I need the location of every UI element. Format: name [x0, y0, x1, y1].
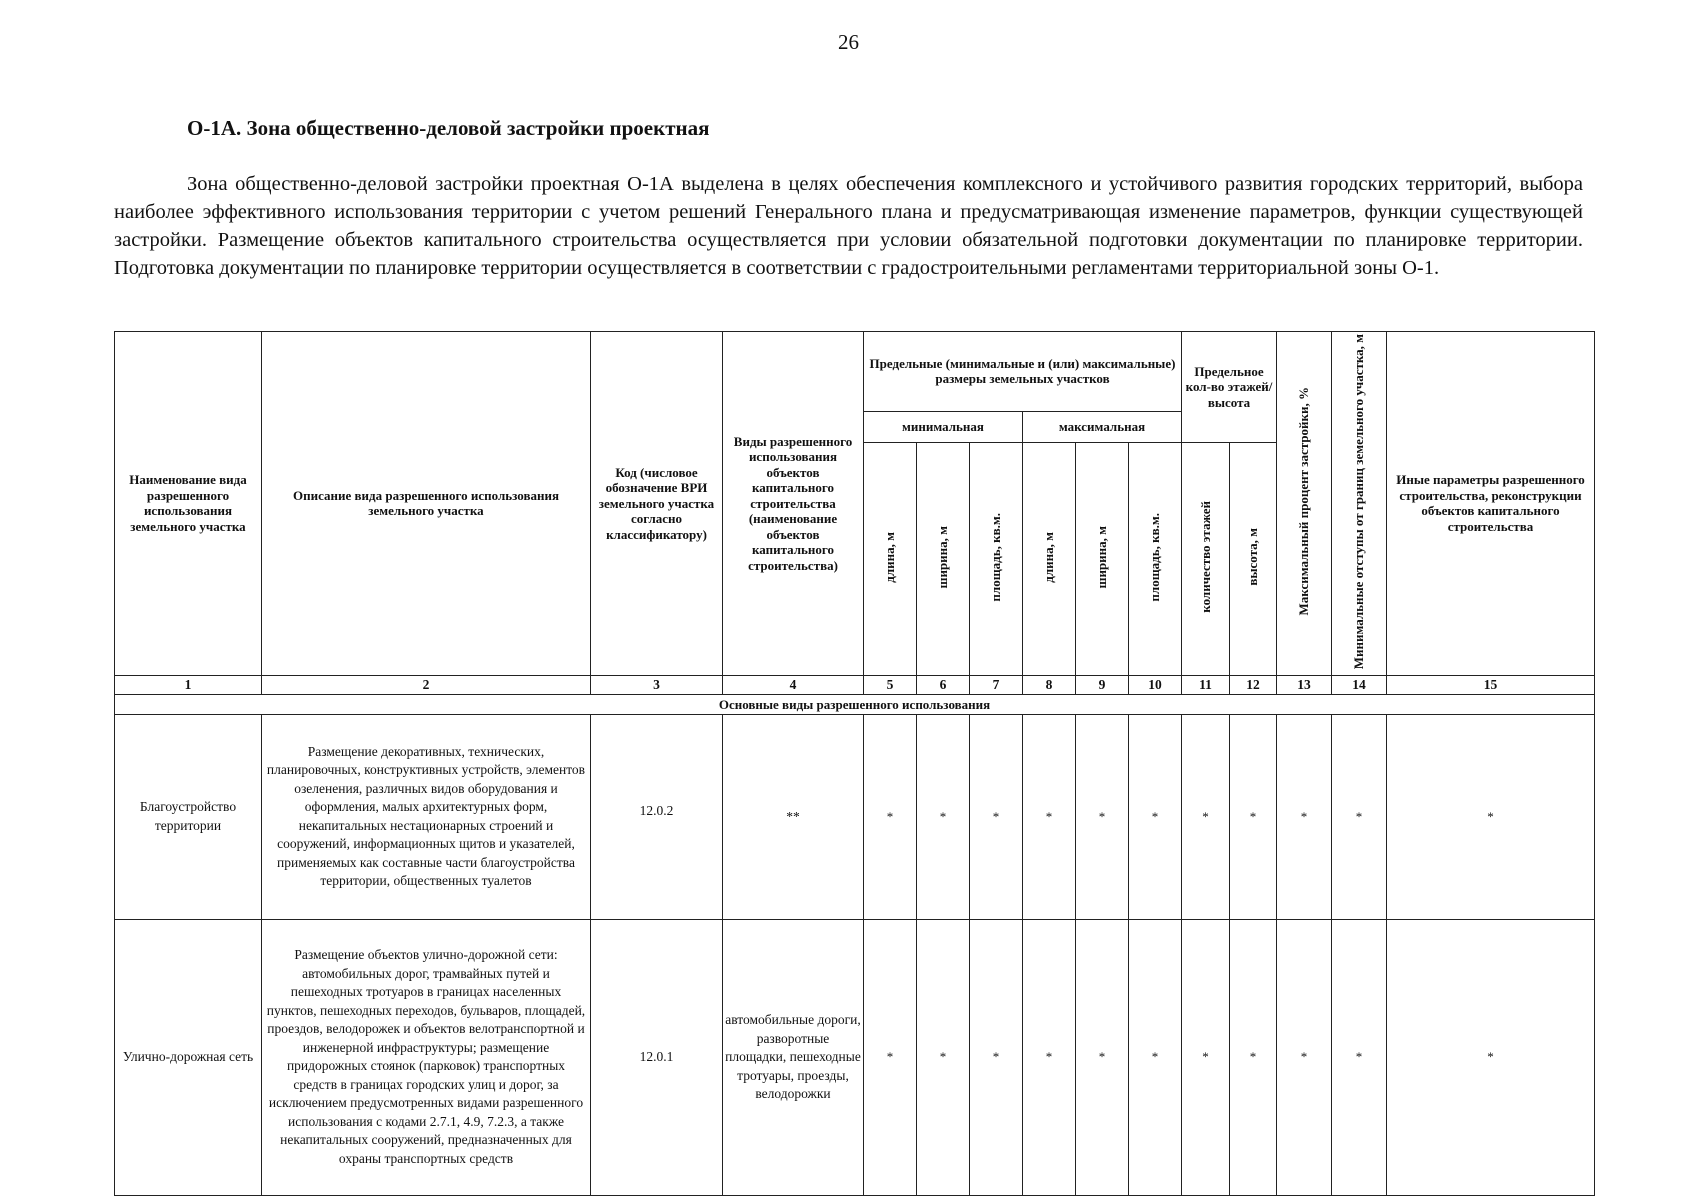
column-number: 7: [970, 675, 1023, 694]
header-min-width: ширина, м: [917, 443, 970, 676]
row-value: *: [1277, 714, 1332, 919]
header-max-length: длина, м: [1023, 443, 1076, 676]
header-max-width: ширина, м: [1076, 443, 1129, 676]
row-value: *: [1277, 919, 1332, 1195]
row-value: *: [917, 919, 970, 1195]
header-description: Описание вида разрешенного использования земельного участка: [262, 332, 591, 676]
row-value: *: [1182, 919, 1230, 1195]
row-value: *: [1023, 919, 1076, 1195]
row-vri-name: Благоустройство территории: [115, 714, 262, 919]
row-value: *: [1023, 714, 1076, 919]
column-number: 2: [262, 675, 591, 694]
row-oks-types: автомобильные дороги, разворотные площадки, пешеходные тротуары, проезды, велодорожки: [723, 919, 864, 1195]
column-number: 4: [723, 675, 864, 694]
row-value: *: [1387, 714, 1595, 919]
row-value: *: [970, 919, 1023, 1195]
header-max-area: площадь, кв.м.: [1129, 443, 1182, 676]
row-value: *: [1076, 919, 1129, 1195]
row-value: *: [1129, 919, 1182, 1195]
section-title: О-1А. Зона общественно-деловой застройки проектная: [187, 116, 710, 140]
header-min-area: площадь, кв.м.: [970, 443, 1023, 676]
row-value: *: [1332, 714, 1387, 919]
row-oks-types: **: [723, 714, 864, 919]
header-max-build-percent: Максимальный процент застройки, %: [1277, 332, 1332, 676]
header-maximum: максимальная: [1023, 411, 1182, 443]
row-value: *: [1182, 714, 1230, 919]
regulations-table: [114, 331, 1595, 1196]
column-number: 6: [917, 675, 970, 694]
header-oks-types: Виды разрешенного использования объектов капитального строительства (наименование объектов капитального строительства): [723, 332, 864, 676]
row-value: *: [1129, 714, 1182, 919]
row-code: 12.0.2: [591, 714, 723, 919]
column-number: 10: [1129, 675, 1182, 694]
header-min-setbacks: Минимальные отступы от границ земельного участка, м: [1332, 332, 1387, 676]
column-number: 1: [115, 675, 262, 694]
column-number: 11: [1182, 675, 1230, 694]
header-floors-count: количество этажей: [1182, 443, 1230, 676]
row-value: *: [864, 919, 917, 1195]
table-row: [115, 714, 1595, 919]
header-height: высота, м: [1230, 443, 1277, 676]
column-number: 8: [1023, 675, 1076, 694]
row-value: *: [1387, 919, 1595, 1195]
table-row: [115, 919, 1595, 1195]
row-value: *: [1230, 714, 1277, 919]
row-value: *: [864, 714, 917, 919]
header-code: Код (числовое обозначение ВРИ земельного участка согласно классификатору): [591, 332, 723, 676]
column-number: 3: [591, 675, 723, 694]
column-number: 13: [1277, 675, 1332, 694]
header-floors-height: Предельное кол-во этажей/ высота: [1182, 332, 1277, 443]
row-description: Размещение декоративных, технических, планировочных, конструктивных устройств, элементов озеленения, различных видов оборудования и оформления, малых архитектурных форм, некапитальных нестационарных строений и сооружений, информационных щитов и указателей, применяемых как составные части благоустройства территории, общественных туалетов: [262, 714, 591, 919]
row-description: Размещение объектов улично-дорожной сети: автомобильных дорог, трамвайных путей и пешеходных тротуаров в границах населенных пунктов, пешеходных переходов, бульваров, площадей, проездов, велодорожек и объектов велотранспортной и инженерной инфраструктуры; размещение придорожных стоянок (парковок) транспортных средств в границах городских улиц и дорог, за исключением предусмотренных видами разрешенного использования с кодами 2.7.1, 4.9, 7.2.3, а также некапитальных сооружений, предназначенных для охраны транспортных средств: [262, 919, 591, 1195]
page-number: 26: [838, 30, 859, 54]
row-value: *: [1332, 919, 1387, 1195]
column-number: 9: [1076, 675, 1129, 694]
row-vri-name: Улично-дорожная сеть: [115, 919, 262, 1195]
row-value: *: [970, 714, 1023, 919]
header-min-length: длина, м: [864, 443, 917, 676]
section-heading: Основные виды разрешенного использования: [115, 694, 1595, 714]
column-numbers-row: [115, 675, 1595, 694]
column-number: 15: [1387, 675, 1595, 694]
header-minimum: минимальная: [864, 411, 1023, 443]
intro-paragraph: Зона общественно-деловой застройки проектная О-1А выделена в целях обеспечения комплексного и устойчивого развития городских территорий, выбора наиболее эффективного использования территории с учетом решений Генерального плана и предусматривающая изменение параметров, функции существующей застройки. Размещение объектов капитального строительства осуществляется при условии обязательной подготовки документации по планировке территории. Подготовка документации по планировке территории осуществляется в соответствии с градостроительными регламентами территориальной зоны О-1.: [114, 173, 1583, 279]
column-number: 14: [1332, 675, 1387, 694]
row-value: *: [1230, 919, 1277, 1195]
row-value: *: [917, 714, 970, 919]
header-plot-size-limits: Предельные (минимальные и (или) максимальные) размеры земельных участков: [864, 332, 1182, 412]
row-value: *: [1076, 714, 1129, 919]
row-code: 12.0.1: [591, 919, 723, 1195]
header-vri-name: Наименование вида разрешенного использования земельного участка: [115, 332, 262, 676]
header-other-params: Иные параметры разрешенного строительства, реконструкции объектов капитального строительства: [1387, 332, 1595, 676]
column-number: 5: [864, 675, 917, 694]
column-number: 12: [1230, 675, 1277, 694]
